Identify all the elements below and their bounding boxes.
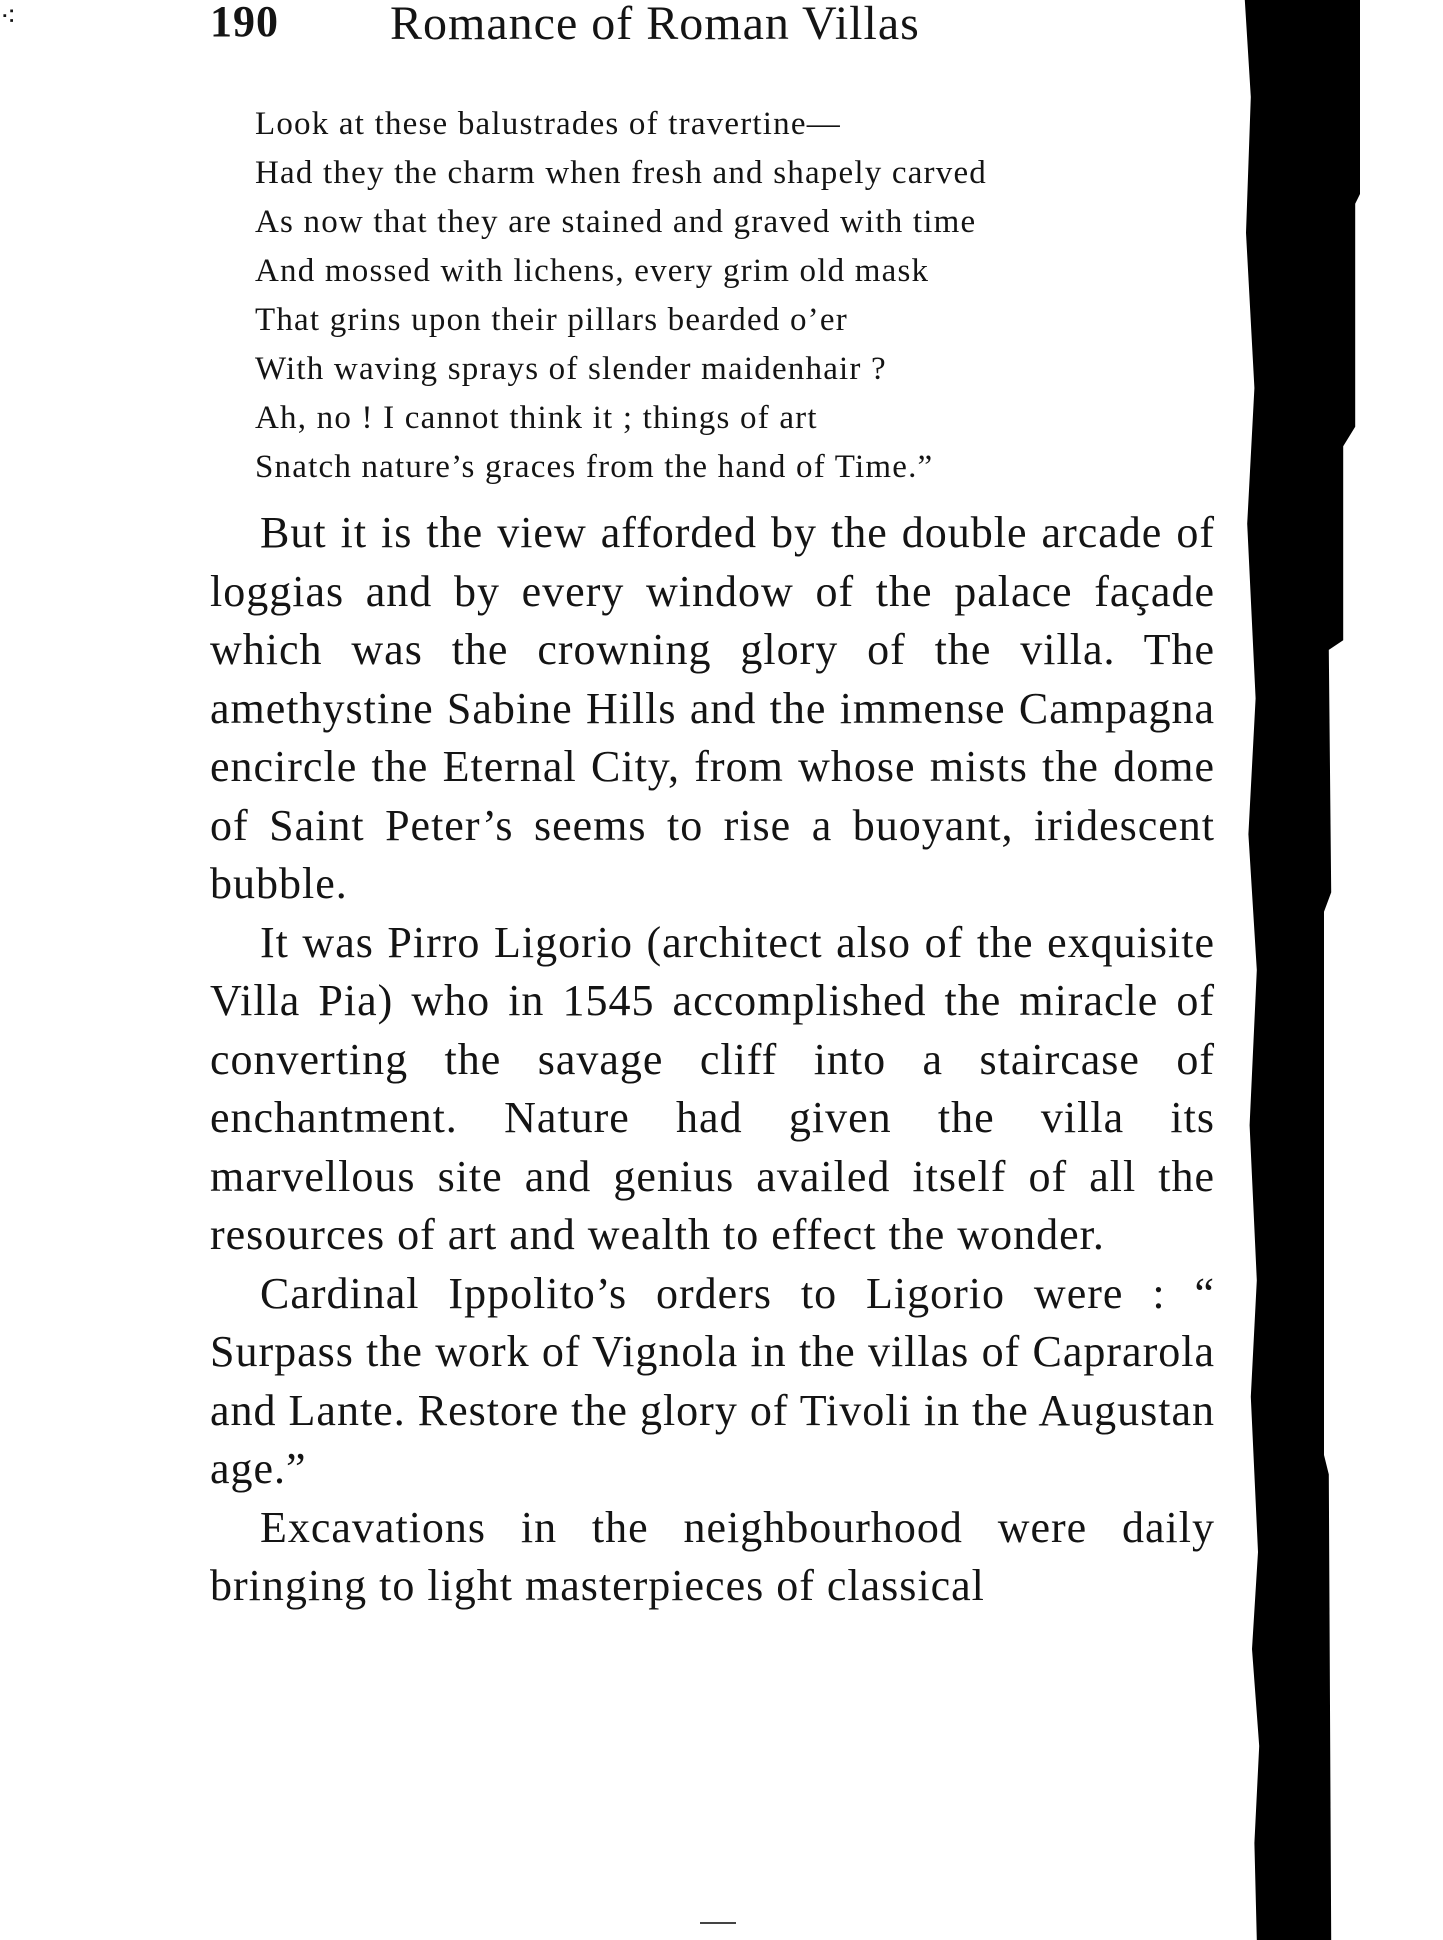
poem-line: With waving sprays of slender maidenhair ? (255, 351, 887, 387)
corner-mark: ⁖ (0, 2, 17, 33)
poem-line: Had they the charm when fresh and shapely carved (255, 155, 987, 191)
running-title: Romance of Roman Villas (390, 0, 920, 50)
poem-line: And mossed with lichens, every grim old mask (255, 253, 930, 289)
paragraph-view: But it is the view afforded by the double arcade of loggias and by every window of the palace façade which was the crowning glory of the villa. The amethystine Sabine Hills and the immense Campagna encircle the Eternal City, from whose mists the dome of Saint Peter’s seems to rise a buoyant, iridescent bubble. (210, 508, 1215, 908)
paragraph-ligorio: It was Pirro Ligorio (architect also of the exquisite Villa Pia) who in 1545 accomplished the miracle of converting the savage cliff into a staircase of enchantment. Nature had given the villa its marvellous site and genius availed itself of all the resources of art and wealth to effect the wonder. (210, 917, 1215, 1259)
poem-quotation (255, 100, 1215, 492)
page-header (210, 0, 1110, 56)
paragraph-cardinal-orders: Cardinal Ippolito’s orders to Ligorio were : “ Surpass the work of Vignola in the villas of Caprarola and Lante. Restore the glory of Tivoli in the Augustan age.” (210, 1268, 1215, 1493)
bottom-mark (700, 1922, 736, 1924)
poem-line: Ah, no ! I cannot think it ; things of art (255, 400, 818, 436)
scan-edge-shadow (1240, 0, 1360, 1940)
poem-line: Snatch nature’s graces from the hand of Time.” (255, 449, 934, 485)
paragraph-excavations: Excavations in the neighbourhood were daily bringing to light masterpieces of classical (210, 1502, 1215, 1610)
poem-line: As now that they are stained and graved with time (255, 204, 977, 240)
body-text (210, 504, 1215, 1616)
poem-line: Look at these balustrades of travertine— (255, 106, 841, 142)
poem-line: That grins upon their pillars bearded o’er (255, 302, 848, 338)
page-number: 190 (210, 0, 279, 46)
